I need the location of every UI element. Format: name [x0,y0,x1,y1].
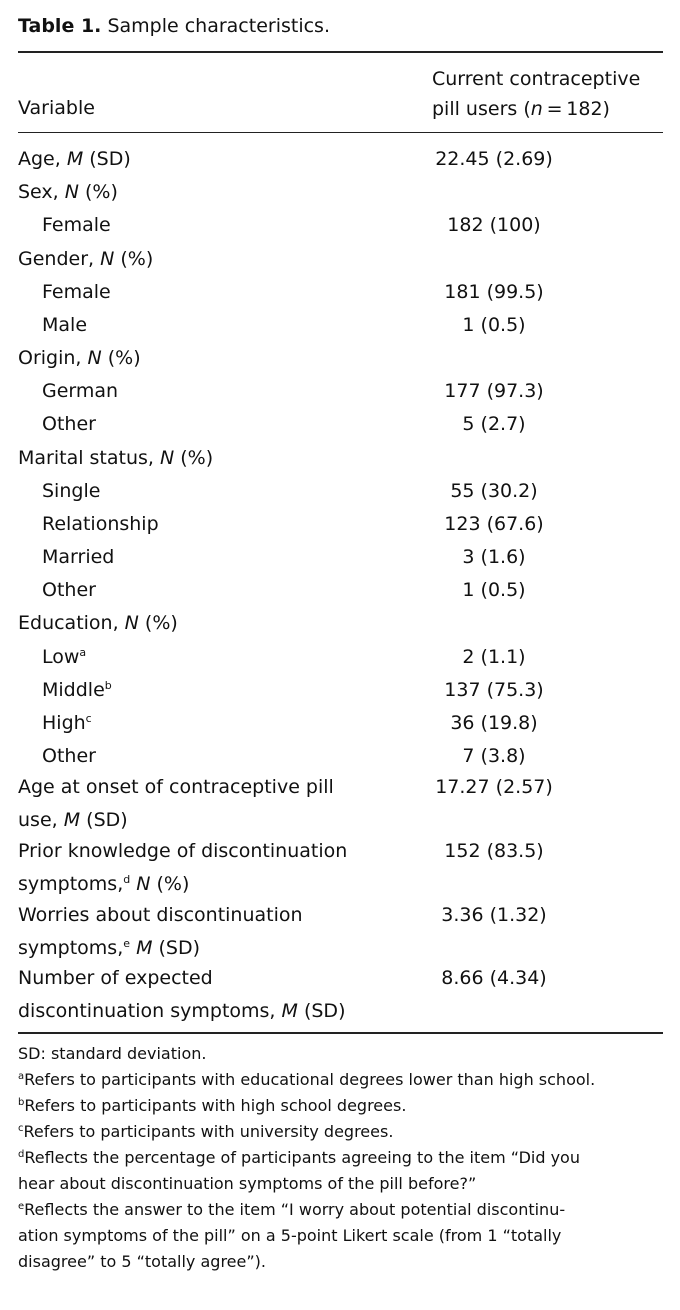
table-row [0,962,680,1028]
table-row [0,309,680,342]
bottom-rule [18,1032,663,1034]
table-row [0,541,680,574]
row-value: 1 (0.5) [462,314,526,336]
note-abbreviation: SD: standard deviation. [18,1044,207,1063]
table-row [0,574,680,607]
row-value: 36 (19.8) [450,712,538,734]
table-row [0,276,680,309]
row-label: Married [42,546,115,568]
row-label: Other [42,579,96,601]
row-label: Female [42,214,111,236]
table-row [0,641,680,674]
note-e: $^e$Reflects the answer to the item “I worry about potential discontinu- [18,1200,566,1219]
table-row [0,243,680,276]
table-row [0,607,680,640]
row-value: 182 (100) [447,214,541,236]
row-value: 137 (75.3) [444,679,544,701]
row-label: Origin, N (%) [18,347,141,369]
row-label: Age at onset of contraceptive pill use, M (SD) [18,776,334,831]
column-header-text: pill users ( [432,98,531,120]
column-header-line2 [432,94,640,124]
note-c: $^c$Refers to participants with university degrees. [18,1122,394,1141]
row-label: Worries about discontinuation symptoms,$^e$ M (SD) [18,904,303,959]
table-row [0,442,680,475]
row-value: 8.66 (4.34) [441,967,547,989]
row-label: Prior knowledge of discontinuation symptoms,$^d$ N (%) [18,840,348,895]
row-label: Age, M (SD) [18,148,131,170]
table-row [0,342,680,375]
row-value: 181 (99.5) [444,281,544,303]
note-b: $^b$Refers to participants with high school degrees. [18,1096,407,1115]
row-value: 5 (2.7) [462,413,526,435]
table-notes [18,1041,668,1275]
table-caption [18,12,330,40]
row-label: Female [42,281,111,303]
note-e-cont: ation symptoms of the pill” on a 5-point Likert scale (from 1 “totally [18,1226,562,1245]
column-header-variable: Variable [18,97,95,119]
row-label: Low$^a$ [42,646,87,668]
table-row [0,674,680,707]
row-label: Male [42,314,88,336]
row-label: Other [42,413,96,435]
column-header-count: = 182) [542,98,610,120]
row-value: 123 (67.6) [444,513,544,535]
table-row [0,899,680,965]
row-label: Number of expected discontinuation symptoms, M (SD) [18,967,346,1022]
row-label: Single [42,480,101,502]
row-value: 152 (83.5) [444,840,544,862]
row-label: Marital status, N (%) [18,447,214,469]
row-label: Education, N (%) [18,612,178,634]
note-e-cont: disagree” to 5 “totally agree”). [18,1252,266,1271]
table-row [0,508,680,541]
column-header-users [432,64,640,124]
table-row [0,176,680,209]
table-row [0,375,680,408]
table-row [0,835,680,901]
row-value: 2 (1.1) [462,646,526,668]
row-label: Gender, N (%) [18,248,154,270]
table-row [0,143,680,176]
note-a: $^a$Refers to participants with educational degrees lower than high school. [18,1070,596,1089]
row-label: Sex, N (%) [18,181,118,203]
table-label: Table 1. [18,15,102,37]
row-value: 7 (3.8) [462,745,526,767]
table-row [0,771,680,837]
column-header-line1: Current contraceptive [432,68,641,90]
row-label: High$^c$ [42,712,92,734]
row-value: 3.36 (1.32) [441,904,547,926]
header-rule [18,132,663,133]
row-label: Other [42,745,96,767]
row-value: 177 (97.3) [444,380,544,402]
top-rule [18,51,663,53]
table-title: Sample characteristics. [107,15,330,37]
table-row [0,707,680,740]
column-header-n: n [530,98,543,120]
table-row [0,475,680,508]
row-label: German [42,380,119,402]
row-value: 1 (0.5) [462,579,526,601]
row-label: Relationship [42,513,159,535]
row-value: 3 (1.6) [462,546,526,568]
row-value: 22.45 (2.69) [435,148,553,170]
note-d: $^d$Reflects the percentage of participants agreeing to the item “Did you [18,1148,580,1167]
table-row [0,740,680,773]
row-value: 55 (30.2) [450,480,538,502]
table-row [0,209,680,242]
row-value: 17.27 (2.57) [435,776,553,798]
row-label: Middle$^b$ [42,679,112,701]
note-d-cont: hear about discontinuation symptoms of the pill before?” [18,1174,477,1193]
table-row [0,408,680,441]
